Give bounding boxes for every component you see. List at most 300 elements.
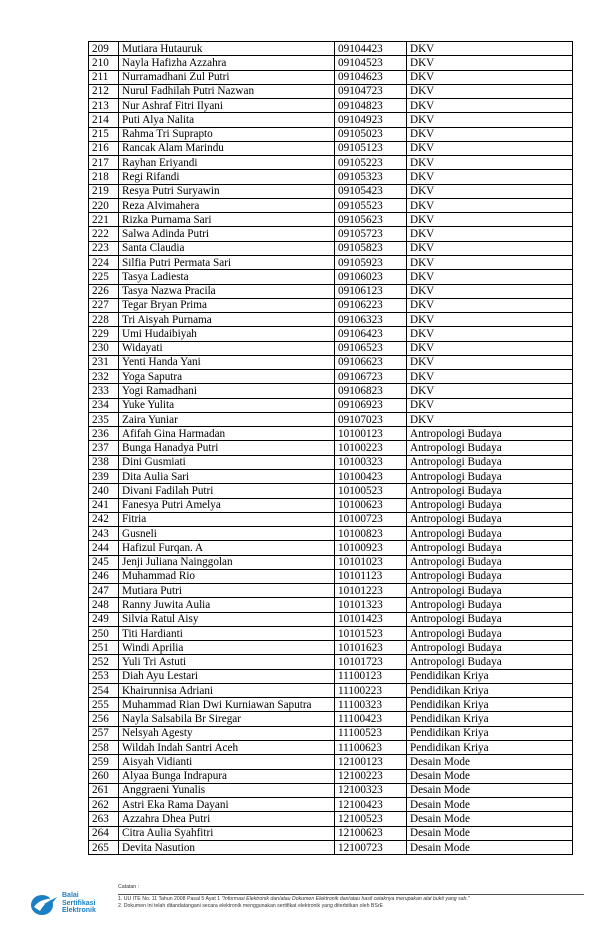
study-program-cell: Pendidikan Kriya [407,698,573,712]
table-row [89,412,573,426]
student-id-cell: 09105323 [335,170,407,184]
row-number-cell: 216 [89,141,119,155]
table-row [89,569,573,583]
table-row [89,284,573,298]
student-id-cell: 09105423 [335,184,407,198]
student-name-cell: Aisyah Vidianti [119,755,335,769]
study-program-cell: DKV [407,84,573,98]
student-id-cell: 11100423 [335,712,407,726]
study-program-cell: DKV [407,327,573,341]
row-number-cell: 257 [89,726,119,740]
table-row [89,113,573,127]
table-row [89,255,573,269]
student-id-cell: 10100423 [335,469,407,483]
table-row [89,141,573,155]
row-number-cell: 232 [89,370,119,384]
student-name-cell: Nurul Fadhilah Putri Nazwan [119,84,335,98]
study-program-cell: DKV [407,42,573,56]
student-id-cell: 10100723 [335,512,407,526]
student-name-cell: Umi Hudaibiyah [119,327,335,341]
table-row [89,798,573,812]
logo-line-2: Sertifikasi [62,899,96,907]
student-id-cell: 10100323 [335,455,407,469]
row-number-cell: 229 [89,327,119,341]
row-number-cell: 247 [89,584,119,598]
table-row [89,484,573,498]
table-row [89,270,573,284]
row-number-cell: 255 [89,698,119,712]
student-name-cell: Nur Ashraf Fitri Ilyani [119,99,335,113]
student-id-cell: 09106923 [335,398,407,412]
table-row [89,370,573,384]
table-row [89,612,573,626]
table-row [89,826,573,840]
study-program-cell: Desain Mode [407,840,573,854]
table-row [89,655,573,669]
student-id-cell: 10101323 [335,598,407,612]
student-id-cell: 10100923 [335,541,407,555]
student-name-cell: Nayla Hafizha Azzahra [119,56,335,70]
table-row [89,669,573,683]
student-name-cell: Resya Putri Suryawin [119,184,335,198]
student-name-cell: Devita Nasution [119,840,335,854]
study-program-cell: Antropologi Budaya [407,469,573,483]
table-row [89,127,573,141]
row-number-cell: 225 [89,270,119,284]
study-program-cell: Antropologi Budaya [407,498,573,512]
student-name-cell: Puti Alya Nalita [119,113,335,127]
study-program-cell: Pendidikan Kriya [407,726,573,740]
page-footer [28,880,584,924]
student-name-cell: Jenji Juliana Nainggolan [119,555,335,569]
study-program-cell: Antropologi Budaya [407,455,573,469]
student-id-cell: 10101623 [335,641,407,655]
bsre-logo-text [62,892,96,915]
study-program-cell: Antropologi Budaya [407,555,573,569]
study-program-cell: Antropologi Budaya [407,626,573,640]
study-program-cell: Antropologi Budaya [407,584,573,598]
study-program-cell: DKV [407,412,573,426]
row-number-cell: 260 [89,769,119,783]
student-id-cell: 09105123 [335,141,407,155]
student-id-cell: 11100523 [335,726,407,740]
student-name-cell: Gusneli [119,527,335,541]
student-name-cell: Bunga Hanadya Putri [119,441,335,455]
table-row [89,170,573,184]
student-name-cell: Fitria [119,512,335,526]
study-program-cell: Desain Mode [407,769,573,783]
student-id-cell: 11100323 [335,698,407,712]
row-number-cell: 217 [89,156,119,170]
table-row [89,398,573,412]
table-row [89,698,573,712]
table-row [89,755,573,769]
study-program-cell: DKV [407,70,573,84]
student-name-cell: Salwa Adinda Putri [119,227,335,241]
student-id-cell: 09104623 [335,70,407,84]
student-id-cell: 09107023 [335,412,407,426]
table-row [89,156,573,170]
row-number-cell: 263 [89,812,119,826]
table-row [89,355,573,369]
table-row [89,783,573,797]
row-number-cell: 252 [89,655,119,669]
row-number-cell: 223 [89,241,119,255]
student-id-cell: 11100123 [335,669,407,683]
student-id-cell: 12100323 [335,783,407,797]
table-row [89,769,573,783]
row-number-cell: 231 [89,355,119,369]
student-id-cell: 09106323 [335,313,407,327]
student-table [88,41,573,855]
row-number-cell: 238 [89,455,119,469]
student-name-cell: Regi Rifandi [119,170,335,184]
student-id-cell: 10100623 [335,498,407,512]
study-program-cell: DKV [407,156,573,170]
row-number-cell: 258 [89,741,119,755]
row-number-cell: 262 [89,798,119,812]
row-number-cell: 240 [89,484,119,498]
student-id-cell: 10101223 [335,584,407,598]
student-name-cell: Muhammad Rian Dwi Kurniawan Saputra [119,698,335,712]
study-program-cell: Antropologi Budaya [407,541,573,555]
study-program-cell: Desain Mode [407,812,573,826]
study-program-cell: Pendidikan Kriya [407,712,573,726]
row-number-cell: 209 [89,42,119,56]
student-id-cell: 10101123 [335,569,407,583]
student-id-cell: 09105523 [335,198,407,212]
student-name-cell: Citra Aulia Syahfitri [119,826,335,840]
study-program-cell: DKV [407,398,573,412]
row-number-cell: 210 [89,56,119,70]
student-name-cell: Titi Hardianti [119,626,335,640]
note-1 [118,896,584,904]
student-name-cell: Yoga Saputra [119,370,335,384]
student-id-cell: 10101523 [335,626,407,640]
row-number-cell: 241 [89,498,119,512]
study-program-cell: Desain Mode [407,783,573,797]
student-id-cell: 09104923 [335,113,407,127]
row-number-cell: 254 [89,683,119,697]
study-program-cell: Desain Mode [407,755,573,769]
student-name-cell: Yenti Handa Yani [119,355,335,369]
table-row [89,598,573,612]
student-id-cell: 09105723 [335,227,407,241]
row-number-cell: 259 [89,755,119,769]
student-name-cell: Reza Alvimahera [119,198,335,212]
bsre-logo [30,892,110,920]
student-name-cell: Yuke Yulita [119,398,335,412]
table-row [89,840,573,854]
row-number-cell: 227 [89,298,119,312]
table-row [89,641,573,655]
study-program-cell: Antropologi Budaya [407,612,573,626]
row-number-cell: 218 [89,170,119,184]
row-number-cell: 233 [89,384,119,398]
table-row [89,298,573,312]
row-number-cell: 221 [89,213,119,227]
table-row [89,84,573,98]
student-id-cell: 12100623 [335,826,407,840]
student-id-cell: 09105223 [335,156,407,170]
table-row [89,313,573,327]
student-name-cell: Windi Aprilia [119,641,335,655]
row-number-cell: 222 [89,227,119,241]
row-number-cell: 243 [89,527,119,541]
row-number-cell: 228 [89,313,119,327]
student-name-cell: Nayla Salsabila Br Siregar [119,712,335,726]
table-row [89,70,573,84]
study-program-cell: DKV [407,341,573,355]
study-program-cell: DKV [407,184,573,198]
row-number-cell: 230 [89,341,119,355]
student-name-cell: Ranny Juwita Aulia [119,598,335,612]
table-row [89,384,573,398]
study-program-cell: DKV [407,213,573,227]
student-name-cell: Tasya Ladiesta [119,270,335,284]
study-program-cell: DKV [407,255,573,269]
student-name-cell: Mutiara Hutauruk [119,42,335,56]
bsre-logo-icon [30,894,58,916]
table-row [89,213,573,227]
student-name-cell: Hafizul Furqan. A [119,541,335,555]
table-row [89,241,573,255]
table-row [89,812,573,826]
study-program-cell: Pendidikan Kriya [407,683,573,697]
table-row [89,341,573,355]
table-row [89,555,573,569]
student-id-cell: 09106623 [335,355,407,369]
student-name-cell: Dini Gusmiati [119,455,335,469]
study-program-cell: DKV [407,284,573,298]
study-program-cell: Antropologi Budaya [407,512,573,526]
study-program-cell: DKV [407,56,573,70]
row-number-cell: 236 [89,427,119,441]
student-name-cell: Rancak Alam Marindu [119,141,335,155]
row-number-cell: 224 [89,255,119,269]
table-row [89,712,573,726]
study-program-cell: DKV [407,127,573,141]
student-id-cell: 09106023 [335,270,407,284]
row-number-cell: 226 [89,284,119,298]
student-name-cell: Dita Aulia Sari [119,469,335,483]
student-id-cell: 09106223 [335,298,407,312]
student-id-cell: 12100523 [335,812,407,826]
row-number-cell: 256 [89,712,119,726]
roster-sheet [88,41,572,855]
table-row [89,512,573,526]
table-row [89,626,573,640]
student-id-cell: 09106723 [335,370,407,384]
table-row [89,184,573,198]
student-name-cell: Silvia Ratul Aisy [119,612,335,626]
study-program-cell: DKV [407,270,573,284]
row-number-cell: 212 [89,84,119,98]
student-id-cell: 10101023 [335,555,407,569]
logo-line-3: Elektronik [62,907,96,914]
student-id-cell: 09104723 [335,84,407,98]
study-program-cell: DKV [407,241,573,255]
student-table-body [89,42,573,855]
row-number-cell: 245 [89,555,119,569]
student-name-cell: Widayati [119,341,335,355]
study-program-cell: Antropologi Budaya [407,598,573,612]
student-name-cell: Zaira Yuniar [119,412,335,426]
student-name-cell: Azzahra Dhea Putri [119,812,335,826]
table-row [89,42,573,56]
student-id-cell: 10101423 [335,612,407,626]
student-id-cell: 12100423 [335,798,407,812]
student-id-cell: 10100123 [335,427,407,441]
student-name-cell: Rayhan Eriyandi [119,156,335,170]
study-program-cell: DKV [407,170,573,184]
study-program-cell: Antropologi Budaya [407,655,573,669]
student-id-cell: 09104523 [335,56,407,70]
row-number-cell: 215 [89,127,119,141]
student-id-cell: 12100223 [335,769,407,783]
row-number-cell: 246 [89,569,119,583]
note-1-quote: "Informasi Elektronik dan/atau Dokumen Elektronik dan/atau hasil cetaknya merupakan alat bukti yang sah." [221,895,470,902]
student-id-cell: 09104823 [335,99,407,113]
table-row [89,441,573,455]
row-number-cell: 214 [89,113,119,127]
study-program-cell: DKV [407,370,573,384]
row-number-cell: 242 [89,512,119,526]
student-name-cell: Tegar Bryan Prima [119,298,335,312]
student-name-cell: Santa Claudia [119,241,335,255]
table-row [89,227,573,241]
row-number-cell: 244 [89,541,119,555]
student-name-cell: Tasya Nazwa Pracila [119,284,335,298]
student-name-cell: Diah Ayu Lestari [119,669,335,683]
study-program-cell: DKV [407,198,573,212]
study-program-cell: Antropologi Budaya [407,569,573,583]
student-name-cell: Tri Aisyah Purnama [119,313,335,327]
student-name-cell: Muhammad Rio [119,569,335,583]
row-number-cell: 261 [89,783,119,797]
row-number-cell: 265 [89,840,119,854]
notes-title: Catatan : [118,884,140,890]
row-number-cell: 250 [89,626,119,640]
study-program-cell: DKV [407,227,573,241]
student-name-cell: Khairunnisa Adriani [119,683,335,697]
study-program-cell: Desain Mode [407,798,573,812]
row-number-cell: 239 [89,469,119,483]
table-row [89,741,573,755]
row-number-cell: 211 [89,70,119,84]
student-id-cell: 09106823 [335,384,407,398]
student-id-cell: 09106423 [335,327,407,341]
student-id-cell: 09105623 [335,213,407,227]
student-id-cell: 09104423 [335,42,407,56]
student-id-cell: 09106523 [335,341,407,355]
study-program-cell: DKV [407,384,573,398]
table-row [89,455,573,469]
student-id-cell: 10101723 [335,655,407,669]
student-name-cell: Wildah Indah Santri Aceh [119,741,335,755]
study-program-cell: DKV [407,141,573,155]
row-number-cell: 213 [89,99,119,113]
table-row [89,327,573,341]
student-name-cell: Mutiara Putri [119,584,335,598]
study-program-cell: Pendidikan Kriya [407,669,573,683]
table-row [89,427,573,441]
study-program-cell: Antropologi Budaya [407,641,573,655]
student-id-cell: 09106123 [335,284,407,298]
student-name-cell: Yuli Tri Astuti [119,655,335,669]
student-name-cell: Fanesya Putri Amelya [119,498,335,512]
student-id-cell: 10100523 [335,484,407,498]
study-program-cell: Antropologi Budaya [407,441,573,455]
student-id-cell: 10100823 [335,527,407,541]
student-name-cell: Astri Eka Rama Dayani [119,798,335,812]
row-number-cell: 249 [89,612,119,626]
student-name-cell: Rizka Purnama Sari [119,213,335,227]
logo-line-1: Balai [62,892,79,899]
row-number-cell: 234 [89,398,119,412]
table-row [89,56,573,70]
student-id-cell: 12100723 [335,840,407,854]
table-row [89,198,573,212]
student-name-cell: Silfia Putri Permata Sari [119,255,335,269]
student-id-cell: 12100123 [335,755,407,769]
row-number-cell: 248 [89,598,119,612]
study-program-cell: DKV [407,313,573,327]
student-name-cell: Alyaa Bunga Indrapura [119,769,335,783]
student-name-cell: Nurramadhani Zul Putri [119,70,335,84]
student-name-cell: Divani Fadilah Putri [119,484,335,498]
study-program-cell: DKV [407,298,573,312]
table-row [89,498,573,512]
student-id-cell: 09105823 [335,241,407,255]
study-program-cell: Antropologi Budaya [407,527,573,541]
study-program-cell: Antropologi Budaya [407,484,573,498]
study-program-cell: DKV [407,113,573,127]
table-row [89,584,573,598]
student-id-cell: 09105923 [335,255,407,269]
student-id-cell: 11100223 [335,683,407,697]
row-number-cell: 253 [89,669,119,683]
row-number-cell: 220 [89,198,119,212]
student-name-cell: Rahma Tri Suprapto [119,127,335,141]
row-number-cell: 219 [89,184,119,198]
student-id-cell: 09105023 [335,127,407,141]
row-number-cell: 264 [89,826,119,840]
row-number-cell: 251 [89,641,119,655]
study-program-cell: DKV [407,99,573,113]
study-program-cell: Pendidikan Kriya [407,741,573,755]
table-row [89,99,573,113]
row-number-cell: 235 [89,412,119,426]
table-row [89,541,573,555]
study-program-cell: Antropologi Budaya [407,427,573,441]
student-name-cell: Afifah Gina Harmadan [119,427,335,441]
student-name-cell: Nelsyah Agesty [119,726,335,740]
note-1-prefix: 1. UU ITE No. 11 Tahun 2008 Pasal 5 Ayat 1 [118,895,222,902]
student-name-cell: Anggraeni Yunalis [119,783,335,797]
notes-divider [118,894,584,895]
table-row [89,683,573,697]
student-id-cell: 11100623 [335,741,407,755]
study-program-cell: DKV [407,355,573,369]
student-id-cell: 10100223 [335,441,407,455]
student-name-cell: Yogi Ramadhani [119,384,335,398]
table-row [89,527,573,541]
footer-notes [118,884,584,911]
table-row [89,469,573,483]
row-number-cell: 237 [89,441,119,455]
note-2: 2. Dokumen ini telah ditandatangani secara elektronik menggunakan sertifikat elektronik yang diterbitkan oleh BSrE [118,903,384,909]
